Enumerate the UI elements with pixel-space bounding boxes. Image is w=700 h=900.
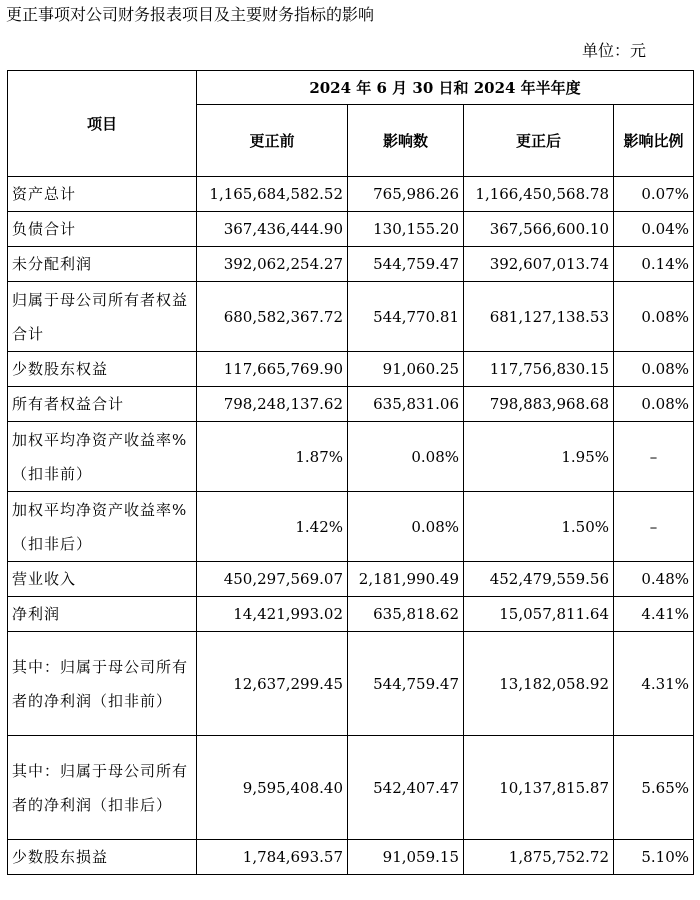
header-period: 2024 年 6 月 30 日和 2024 年半年度 [197,71,694,105]
row-item: 少数股东权益 [8,352,197,387]
row-after: 1,875,752.72 [464,840,614,875]
row-after: 367,566,600.10 [464,212,614,247]
row-impact: 91,060.25 [348,352,464,387]
row-after: 1.50% [464,492,614,562]
row-impact: 542,407.47 [348,736,464,840]
row-impact: 765,986.26 [348,177,464,212]
table-row [8,422,694,492]
row-after: 1,166,450,568.78 [464,177,614,212]
table-row [8,562,694,597]
row-before: 1,165,684,582.52 [197,177,348,212]
row-ratio: 5.10% [614,840,694,875]
row-before: 367,436,444.90 [197,212,348,247]
table-row [8,387,694,422]
row-item: 加权平均净资产收益率%（扣非前） [8,422,197,492]
row-item: 所有者权益合计 [8,387,197,422]
row-after: 392,607,013.74 [464,247,614,282]
row-item: 加权平均净资产收益率%（扣非后） [8,492,197,562]
row-ratio: 5.65% [614,736,694,840]
table-row [8,736,694,840]
header-impact: 影响数 [348,105,464,177]
table-row [8,352,694,387]
row-ratio: 0.08% [614,282,694,352]
header-after: 更正后 [464,105,614,177]
row-item: 未分配利润 [8,247,197,282]
row-before: 117,665,769.90 [197,352,348,387]
row-before: 450,297,569.07 [197,562,348,597]
row-after: 798,883,968.68 [464,387,614,422]
header-before: 更正前 [197,105,348,177]
row-item: 营业收入 [8,562,197,597]
row-ratio: 4.31% [614,632,694,736]
row-ratio: – [614,492,694,562]
row-impact: 0.08% [348,492,464,562]
row-ratio: 0.07% [614,177,694,212]
row-ratio: 4.41% [614,597,694,632]
row-impact: 91,059.15 [348,840,464,875]
table-row [8,177,694,212]
table-row [8,247,694,282]
row-impact: 544,759.47 [348,247,464,282]
row-before: 680,582,367.72 [197,282,348,352]
document-title: 更正事项对公司财务报表项目及主要财务指标的影响 [6,5,375,24]
header-item: 项目 [8,71,197,177]
table-row [8,282,694,352]
row-after: 10,137,815.87 [464,736,614,840]
row-after: 15,057,811.64 [464,597,614,632]
row-impact: 635,818.62 [348,597,464,632]
row-before: 9,595,408.40 [197,736,348,840]
row-ratio: 0.08% [614,387,694,422]
row-after: 681,127,138.53 [464,282,614,352]
table-row [8,597,694,632]
row-impact: 635,831.06 [348,387,464,422]
row-before: 12,637,299.45 [197,632,348,736]
row-item: 资产总计 [8,177,197,212]
table-row [8,632,694,736]
row-item: 其中：归属于母公司所有者的净利润（扣非后） [8,736,197,840]
row-after: 1.95% [464,422,614,492]
table-row [8,840,694,875]
header-ratio: 影响比例 [614,105,694,177]
row-impact: 0.08% [348,422,464,492]
table-row [8,212,694,247]
row-impact: 544,770.81 [348,282,464,352]
row-before: 1,784,693.57 [197,840,348,875]
row-impact: 544,759.47 [348,632,464,736]
row-impact: 2,181,990.49 [348,562,464,597]
table-header-row [8,71,694,105]
row-before: 1.87% [197,422,348,492]
table-row [8,492,694,562]
row-ratio: 0.48% [614,562,694,597]
unit-label: 单位：元 [581,41,646,60]
row-item: 其中：归属于母公司所有者的净利润（扣非前） [8,632,197,736]
row-after: 452,479,559.56 [464,562,614,597]
row-ratio: 0.04% [614,212,694,247]
row-after: 117,756,830.15 [464,352,614,387]
row-impact: 130,155.20 [348,212,464,247]
row-item: 负债合计 [8,212,197,247]
financial-impact-table [7,70,694,875]
row-ratio: 0.08% [614,352,694,387]
row-item: 归属于母公司所有者权益合计 [8,282,197,352]
row-item: 净利润 [8,597,197,632]
row-before: 1.42% [197,492,348,562]
row-before: 798,248,137.62 [197,387,348,422]
row-item: 少数股东损益 [8,840,197,875]
row-before: 14,421,993.02 [197,597,348,632]
row-ratio: 0.14% [614,247,694,282]
row-after: 13,182,058.92 [464,632,614,736]
row-ratio: – [614,422,694,492]
row-before: 392,062,254.27 [197,247,348,282]
